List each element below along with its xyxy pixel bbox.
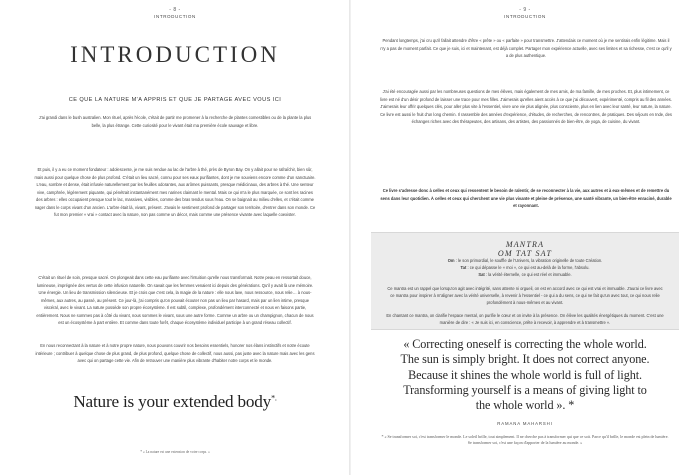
mantra-term: Sat: [478, 271, 485, 277]
paragraph: Ce mantra est un rappel que lorsqu'on agit avec intégrité, sans attente ni orgueil, on est en accord avec ce qui est vrai et immuable. J'aurai ce livre avec ce mantra pour inspirer à m'aligner avec la vérité universelle, à revenir à l'essentiel - ce qui a du sens, ce qui ne fait qu'un avec tout, ce qui nous relie profondément à nous-mêmes et au vivant.: [387, 286, 663, 305]
mantra-line: [379, 258, 671, 265]
paragraph: En nous reconnectant à la nature et à notre propre nature, nous pouvons couvrir nos besoins essentiels, honorer nos élans instinctifs et notre écoute intérieure ; contribuer à quelque chose de plus grand, de plus profond, quelque chose de collectif, nous aussi, pas juste avec la nature mais avec les gens avec qui on partage cette vie. Afin de retrouver une manière plus vibrante d'habiter notre corps et le monde.: [35, 343, 315, 363]
mantra-definition: : le son primordial, le souffle de l'Univers, la vibration originelle de toute Création.: [454, 258, 603, 263]
mantra-definition: : ce qui dépasse le « moi », ce qui est au-delà de la forme, l'absolu.: [466, 264, 590, 270]
mantra-term: Om: [447, 258, 455, 263]
right-page-number: - 9 -: [519, 7, 531, 13]
right-paragraph-block: [380, 88, 672, 133]
mantra-line: [379, 265, 671, 272]
mantra-term: Tat: [460, 264, 467, 270]
quote-line: Transforming yourself is a means of giving light to: [403, 382, 647, 397]
left-running-header: [0, 7, 350, 20]
paragraph: Pendant longtemps, j'ai cru qu'il fallait attendre d'être « prête » ou « parfaite » pour transmettre. J'attendais ce moment où je me sentirais enfin légitime. Mais il n'y a pas de moment parfait. Ce que je suis, ici et maintenant, est déjà complet. Partager mon expérience actuelle, avec ses limites et sa richesse, c'est ce qu'il y a de plus authentique.: [380, 38, 672, 58]
mantra-title: [371, 240, 679, 258]
mantra-line: [379, 272, 671, 279]
quote-line: the whole world ». *: [475, 398, 575, 413]
ramana-quote: [364, 337, 686, 413]
quote-line: The sun is simply bright. It does not correct anyone.: [400, 352, 650, 367]
left-footnote: * « La nature est une extension de votre corps. »: [140, 450, 210, 454]
paragraph: C'était un rituel de soin, presque sacré. On plongeait dans cette eau purifiante avec l'intuition qu'elle nous transformait. Notre peau en ressortait douce, lumineuse, imprégnée des vertus de cette infusion naturelle. On savait que les femmes venaient ici depuis des générations. Qu'il y avait là une mémoire. Une énergie. Un lieu de transmission silencieuse. Et je crois que c'est cela, la magie de la nature : elle nous lave, nous ressource, nous relie… à nous-mêmes, aux autres, au passé, au présent. Ce jour-là, j'ai compris qu'on pouvait écouter non pas un lieu par hasard, mais par un lien intime, presque viscéral, avec le vivant. La nature possède son propre écosystème. Il est subtil, complexe, profondément interconnecté et nous en faisons partie, entièrement. Nous ne sommes pas à côté du vivant, nous sommes le vivant, sous une autre forme. Comme un arbre ou un champignon, chacun de nous est un écosystème à part entière. Et comme dans toute forêt, chaque écosystème individuel participe à un grand réseau collectif.: [36, 275, 314, 325]
quote-line: « Correcting oneself is correcting the whole world.: [403, 337, 647, 351]
right-paragraph-block: [380, 37, 672, 67]
mantra-heading: MANTRA: [505, 240, 545, 249]
right-paragraph-block: [380, 187, 672, 217]
paragraph: J'ai grandi dans le bush australien. Mon rituel, après l'école, c'était de partir me promener à la recherche de plantes comestibles ou de la plante la plus belle, la plus étrange. Cette curiosité pour le vivant était ma première école sauvage et libre.: [38, 115, 312, 128]
mantra-box: [371, 232, 679, 330]
left-paragraph-block: [34, 166, 316, 226]
quote-line: Because it shines the whole world is full of light.: [408, 367, 642, 382]
left-page-number: - 8 -: [169, 7, 181, 13]
paragraph: Et puis, il y a eu ce moment fondateur : adolescente, je me suis rendue au lac de l'arbre à thé, près de Byron Bay. On y allait pour se rafraîchir, bien sûr, mais aussi pour quelque chose de plus profond. C'était un lieu sacré, connu pour ses eaux purifiantes, dont je me souviens encore comme d'un sanctuaire. L'eau, sombre et dense, était infusée naturellement par les feuilles odorantes, aux arômes puissants, presque médicinaux, des arbres à thé. Une senteur vive, camphrée, légèrement piquante, qui pénétrait instantanément mes narines claimant le mental. Mais ce qui m'a le plus marquée, ce sont les racines des arbres : elles occupaient presque tout le lac, massives, visibles, comme des bras tendus sous l'eau. On se baignait au milieu d'elles, et c'était comme nager dans le corps vivant d'un ancien. L'arbre était là, vivant, présent. J'avais le sentiment profond de partager son territoire, d'entrer dans son monde. Ce fut mon premier « vrai » contact avec la nature, non pas comme un décor, mais comme une présence vivante avec laquelle coexister.: [34, 167, 316, 217]
bold-paragraph: Ce livre s'adresse donc à celles et ceux qui ressentent le besoin de ralentir, de se reconnecter à la vie, aux autres et à eux-mêmes et de remettre du sens dans leur quotidien. À celles et ceux qui cherchent une vie plus vivante et pleine de présence, une santé vibrante, un bien-être enraciné, durable et rayonnant.: [380, 188, 672, 208]
left-paragraph-block: [34, 342, 316, 372]
pull-quote: [10, 392, 340, 412]
mantra-name: OM TAT SAT: [497, 249, 553, 258]
page-title: INTRODUCTION: [70, 42, 280, 67]
section-subheading: CE QUE LA NATURE M'A APPRIS ET QUE JE PARTAGE AVEC VOUS ICI: [68, 97, 282, 103]
right-running-title: INTRODUCTION: [504, 14, 546, 19]
right-running-header: [350, 7, 700, 20]
paragraph: J'ai été encouragée aussi par les nombreuses questions de mes élèves, mais également de mes amis, de ma famille, de mes proches. Et, plus intimement, ce livre est né d'un désir profond de laisser une trace pour mes filles. J'aimerais qu'elles aient accès à ce que j'ai découvert, expérimenté, compris au fil des années. J'aimerais leur offrir quelques clés, pour aller plus vite à l'essentiel, vivre une vie plus alignée, plus consciente, plus en lien avec leur santé, leur nature, la nature. Ce livre est aussi le fruit d'un long chemin. Il rassemble des années d'expérience, d'études, de recherches, de rencontres, de pratiques. Des séjours en Inde, des échanges riches avec des thérapeutes, des artisans, des artistes, des passionnés de bien-être, de yoga, de cuisine, du vivant.: [380, 89, 672, 124]
quote-author: RAMANA MAHARSHI: [497, 421, 553, 426]
left-paragraph-block: [34, 114, 316, 137]
mantra-explanation: [385, 285, 665, 332]
pull-quote-mark: *.: [271, 393, 277, 403]
right-footnote: * « Se transformer soi, c'est transformer le monde. Le soleil brille, tout simplement. Il ne cherche pas à transformer qui que ce soit. Parce qu'il brille, le monde est plein de lumière. Se transformer soi, c'est une façon d'apporter de la lumière au monde. »: [381, 434, 669, 446]
left-running-title: INTRODUCTION: [154, 14, 196, 19]
pull-quote-text: Nature is your extended body: [73, 392, 272, 411]
mantra-definition: : la vérité éternelle, ce qui est réel et immuable.: [484, 271, 572, 277]
paragraph: En chantant ce mantra, on clarifie l'espace mental, on purifie le cœur et on invite à la présence. On élève les qualités énergétiques du moment. C'est une manière de dire : « Je suis ici, en conscience, prête à recevoir, à apprendre et à transmettre ».: [386, 313, 664, 325]
mantra-definitions: [379, 258, 671, 278]
left-paragraph-block: [34, 274, 316, 334]
right-page: [350, 0, 700, 475]
